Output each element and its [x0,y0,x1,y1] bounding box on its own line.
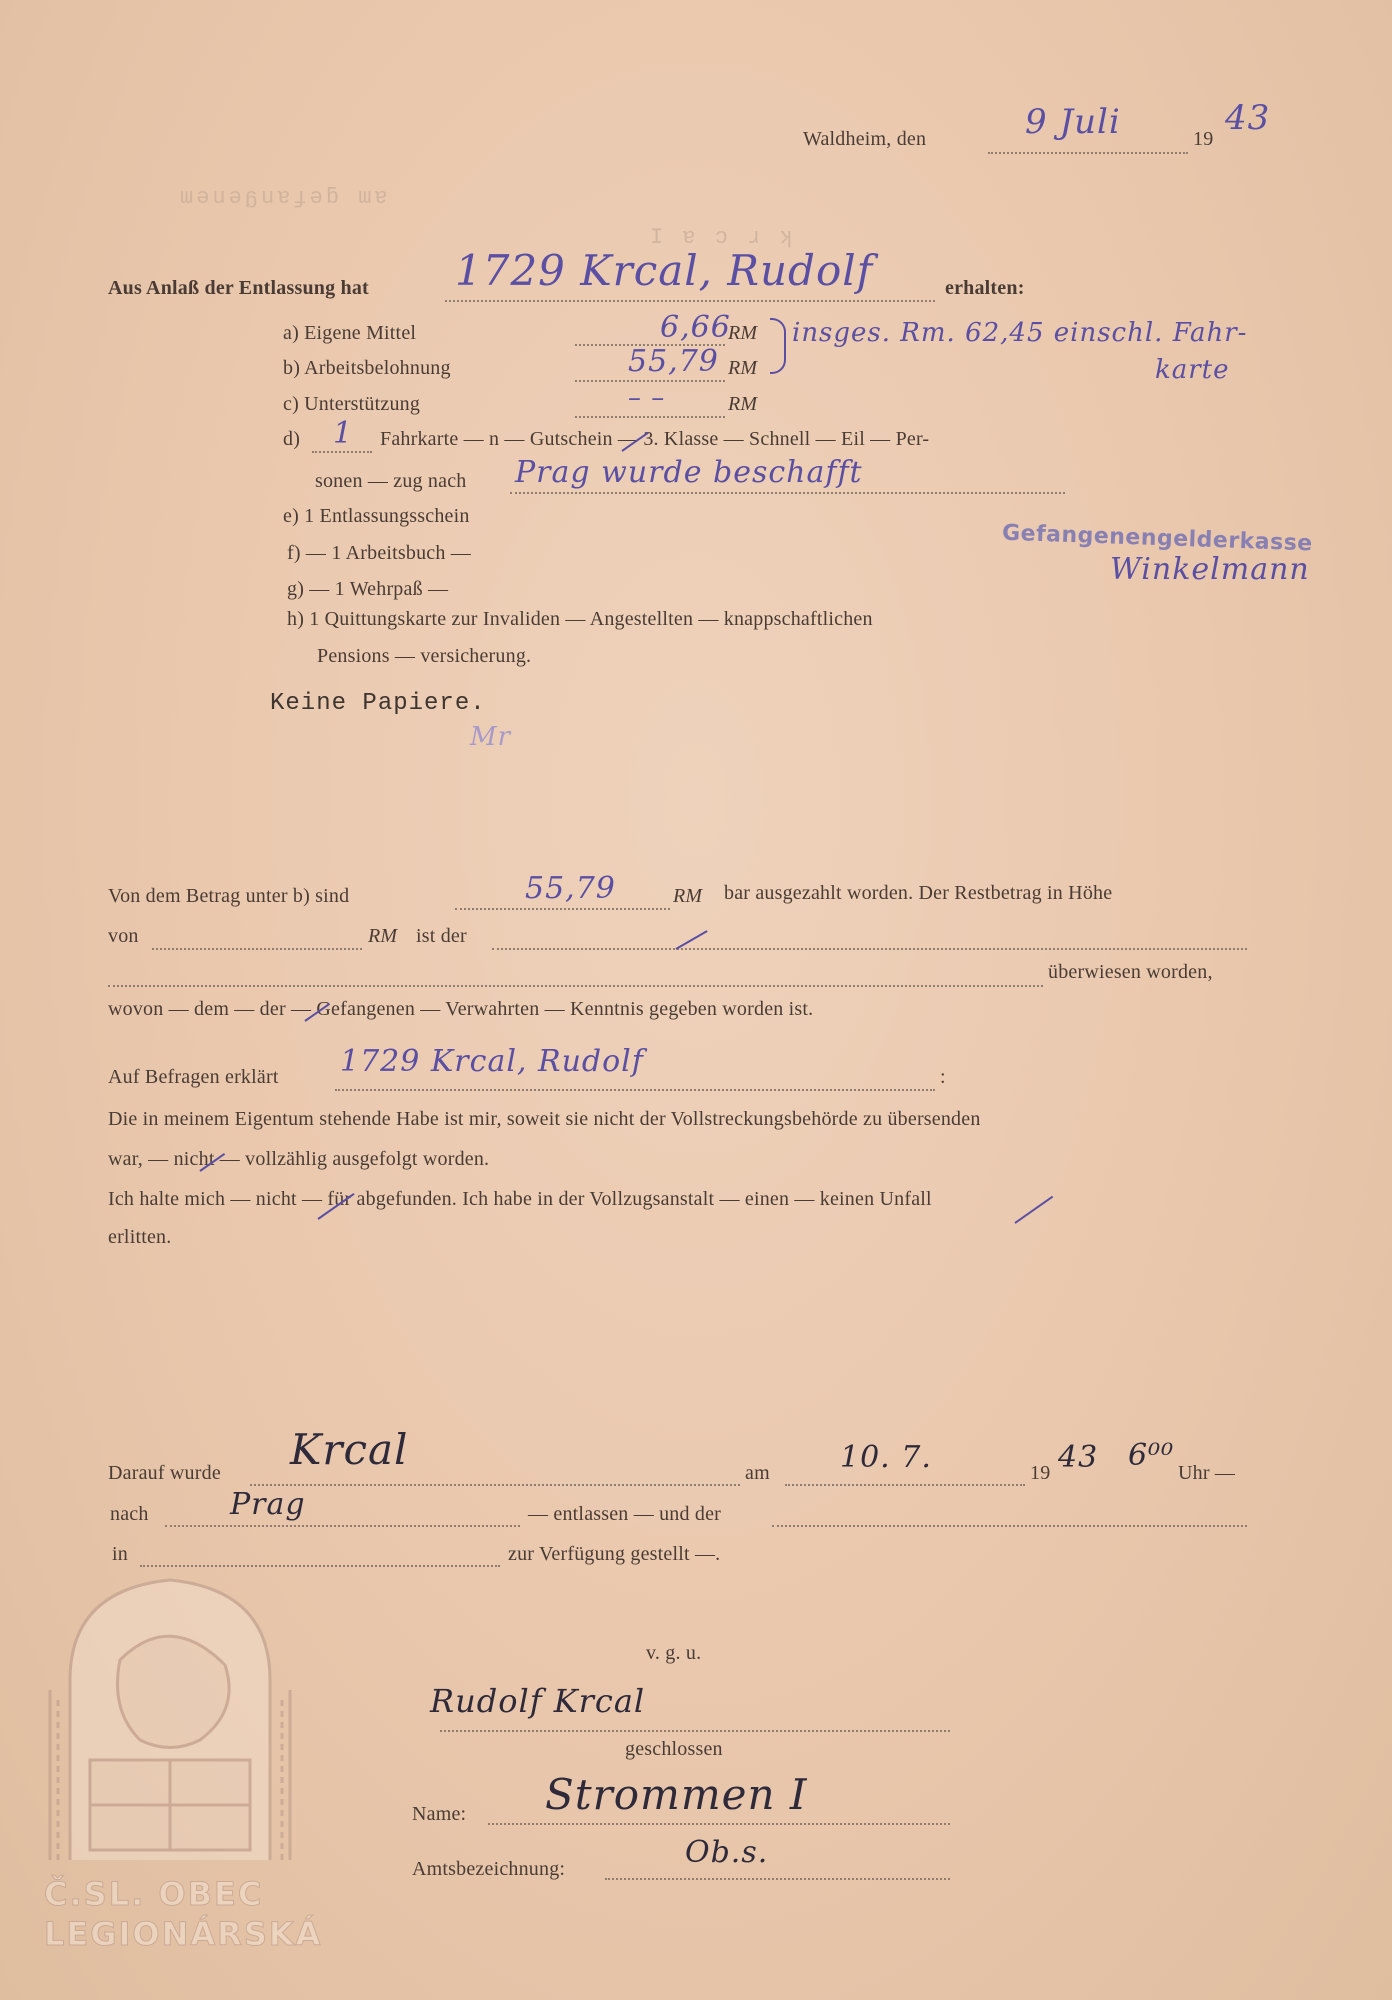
declaration-name-dotted-line [335,1089,935,1091]
declaration-p1-line-1: Die in meinem Eigentum stehende Habe ist mir, soweit sie nicht der Vollstreckungsbehörde zu übersenden [108,1108,981,1130]
item-b-label: b) Arbeitsbelohnung [283,357,451,379]
payment-unit: RM [673,885,703,907]
watermark-text-line-1: Č.SL. OBEC [44,1875,264,1913]
year-prefix: 19 [1193,128,1214,150]
payment-line-1b: bar ausgezahlt worden. Der Restbetrag in Höhe [724,882,1113,904]
strike-einen [1014,1196,1053,1224]
ticket-count: 1 [333,416,354,451]
payment-line-1a: Von dem Betrag unter b) sind [108,885,350,907]
typed-note: Keine Papiere. [270,690,486,717]
item-c-unit: RM [728,393,758,415]
cashier-signature: Winkelmann [1110,552,1310,587]
date-dotted-line [988,152,1188,154]
declaration-p1-line-2: war, — nicht — vollzählig ausgefolgt worden. [108,1148,490,1170]
remainder-dotted-line [152,948,362,950]
legion-emblem-icon [30,1540,310,1870]
items-total-note: insges. Rm. 62,45 einschl. Fahr- [792,318,1248,348]
item-c-value: – – [628,383,666,413]
discharge-year-prefix: 19 [1030,1462,1051,1484]
item-c-label: c) Unterstützung [283,393,421,415]
prisoner-signature-dotted-line [440,1730,950,1732]
bleed-through-text: ɯəuəᵷuɐɟəƃ ɯɐ [180,185,391,210]
declaration-name: 1729 Krcal, Rudolf [340,1044,644,1079]
discharge-dest-dotted-line [165,1525,520,1527]
bleed-through-text-2: I ɐ ɔ ɹ ʞ [650,225,796,250]
discharge-date-dotted-line [785,1484,1025,1486]
ticket-line-1: Fahrkarte — n — Gutschein — 3. Klasse — Schnell — Eil — Per- [380,428,930,450]
release-intro-label: Aus Anlaß der Entlassung hat [108,277,369,299]
ticket-destination: Prag wurde beschafft [515,455,863,490]
item-h-line-1: h) 1 Quittungskarte zur Invaliden — Angestellten — knappschaftlichen [287,608,873,630]
discharge-in: in [112,1543,128,1565]
discharge-date: 10. 7. [840,1440,932,1475]
declaration-p2-line-2: erlitten. [108,1226,172,1248]
item-e: e) 1 Entlassungsschein [283,505,470,527]
payment-line-3: überwiesen worden, [1048,961,1213,983]
transfer-dotted-line [108,985,1043,987]
handwritten-prisoner-name: 1729 Krcal, Rudolf [455,246,874,295]
handwritten-initials: Mr [470,722,512,752]
discharge-name: Krcal [290,1425,409,1474]
received-label: erhalten: [945,277,1025,299]
recipient-dash-mark [676,930,708,950]
ticket-dest-dotted-line [510,492,1065,494]
discharge-time: 6⁰⁰ [1128,1438,1175,1473]
discharge-entlassen: — entlassen — und der [528,1503,722,1525]
payment-line-2a: von [108,925,139,947]
discharge-label: Darauf wurde [108,1462,221,1484]
ticket-count-dotted-line [312,451,372,453]
item-b-dotted-line [575,380,725,382]
declaration-label: Auf Befragen erklärt [108,1066,279,1088]
declaration-colon: : [940,1066,946,1088]
handwritten-date: 9 Juli [1025,102,1121,142]
item-a-label: a) Eigene Mittel [283,322,417,344]
cashier-stamp: Gefangenengelderkasse [1001,520,1314,557]
title-dotted-line [605,1878,950,1880]
item-b-unit: RM [728,357,758,379]
discharge-uhr: Uhr — [1178,1462,1236,1484]
item-f: f) — 1 Arbeitsbuch — [287,542,471,564]
item-a-value: 6,66 [660,310,731,345]
item-b-value: 55,79 [628,344,719,379]
item-h-line-2: Pensions — versicherung. [317,645,532,667]
ticket-line-2: sonen — zug nach [315,470,467,492]
discharge-am: am [745,1462,770,1484]
payment-amount-dotted-line [455,908,670,910]
watermark-logo [30,1540,323,1960]
item-d-prefix: d) [283,428,301,450]
discharge-verfuegung: zur Verfügung gestellt —. [508,1543,721,1565]
watermark-text-line-2: LEGIONÁRSKÁ [44,1915,323,1953]
geschlossen-label: geschlossen [625,1738,723,1760]
discharge-name-dotted-line [250,1484,740,1486]
item-g: g) — 1 Wehrpaß — [287,578,449,600]
item-a-unit: RM [728,322,758,344]
payment-line-2-unit: RM [368,925,398,947]
title-label: Amtsbezeichnung: [412,1858,566,1880]
official-title: Ob.s. [685,1835,769,1870]
recipient-dotted-line [492,948,1247,950]
discharge-nach: nach [110,1503,149,1525]
discharge-authority-dotted-line [772,1525,1247,1527]
items-bracket [770,318,786,374]
payment-amount: 55,79 [525,871,616,906]
official-name-dotted-line [488,1823,950,1825]
payment-line-4: wovon — dem — der — Gefangenen — Verwahrten — Kenntnis gegeben worden ist. [108,998,814,1020]
discharge-year: 43 [1058,1440,1099,1475]
vgu-label: v. g. u. [646,1642,702,1664]
items-total-note-2: karte [1155,355,1230,385]
official-signature: Strommen I [545,1770,808,1819]
item-c-dotted-line [575,416,725,418]
prisoner-signature: Rudolf Krcal [430,1682,646,1720]
payment-line-2b: ist der [416,925,467,947]
release-name-dotted-line [445,300,935,302]
name-label: Name: [412,1803,467,1825]
place-date-label: Waldheim, den [803,128,927,150]
discharge-destination: Prag [230,1487,306,1522]
handwritten-year: 43 [1225,98,1271,138]
declaration-p2-line-1: Ich halte mich — nicht — für abgefunden. Ich habe in der Vollzugsanstalt — einen — keinen Unfall [108,1188,932,1210]
